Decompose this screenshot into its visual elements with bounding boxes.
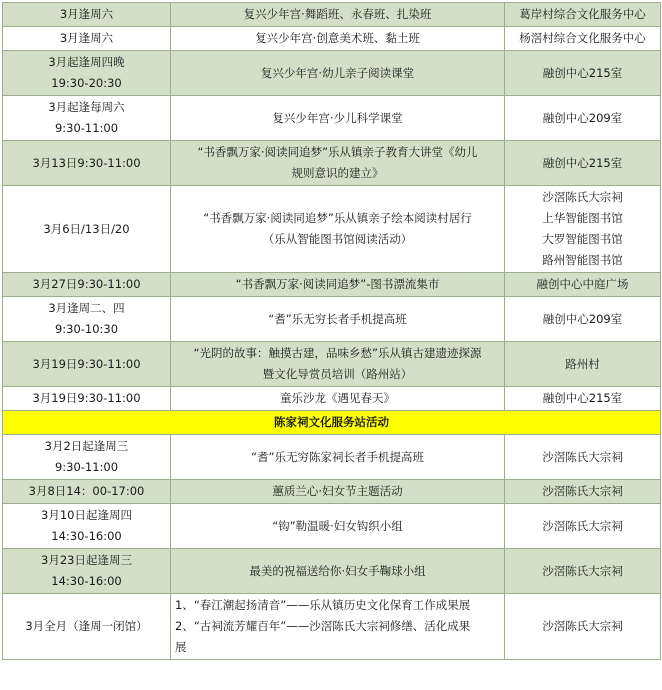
time-text: 3月全月（逢周一闭馆） — [25, 619, 148, 633]
location-text: 沙滘陈氏大宗祠 — [542, 518, 623, 533]
activity-text: 2、“古祠流芳耀百年”——沙滘陈氏大宗祠修缮、活化成果 — [175, 619, 471, 633]
location-cell — [505, 96, 661, 141]
table-row — [3, 387, 661, 411]
location-cell — [505, 342, 661, 387]
activity-text: （乐从智能图书馆阅读活动） — [262, 232, 413, 246]
time-text: 3月逢周六 — [59, 31, 114, 45]
table-row — [3, 3, 661, 27]
time-text: 19:30-20:30 — [51, 76, 122, 90]
table-row — [3, 342, 661, 387]
time-cell — [3, 27, 171, 51]
activity-text: “耆”乐无穷陈家祠长者手机提高班 — [251, 449, 424, 464]
location-text: 沙滘陈氏大宗祠 — [542, 563, 623, 578]
time-cell — [3, 549, 171, 594]
time-cell — [3, 387, 171, 411]
activity-cell — [171, 273, 505, 297]
location-text: 杨滘村综合文化服务中心 — [519, 31, 646, 45]
activity-text: 1、“春江潮起扬清音”——乐从镇历史文化保育工作成果展 — [175, 598, 471, 612]
time-cell — [3, 3, 171, 27]
location-text: 沙滘陈氏大宗祠 — [542, 190, 623, 204]
table-row — [3, 141, 661, 186]
table-row — [3, 186, 661, 273]
activity-cell — [171, 51, 505, 96]
section-title: 陈家祠文化服务站活动 — [3, 411, 661, 435]
activity-cell — [171, 297, 505, 342]
activity-cell — [171, 3, 505, 27]
location-text: 路州村 — [565, 356, 600, 371]
time-text: 3月19日9:30-11:00 — [32, 356, 141, 371]
time-text: 14:30-16:00 — [51, 574, 122, 588]
time-cell — [3, 480, 171, 504]
activity-cell — [171, 435, 505, 480]
time-text: 3月23日起逢周三 — [41, 553, 132, 567]
location-cell — [505, 387, 661, 411]
activity-text: 复兴少年宫·舞蹈班、永春班、扎染班 — [243, 7, 432, 21]
location-text: 沙滘陈氏大宗祠 — [542, 484, 623, 498]
activity-cell — [171, 387, 505, 411]
activity-cell — [171, 141, 505, 186]
table-row — [3, 297, 661, 342]
time-text: 14:30-16:00 — [51, 529, 122, 543]
location-text: 沙滘陈氏大宗祠 — [542, 449, 623, 464]
location-text: 融创中心215室 — [542, 391, 623, 405]
section-header-row — [3, 411, 661, 435]
table-row — [3, 435, 661, 480]
activity-text: 暨文化导赏员培训（路州站） — [262, 367, 413, 381]
time-cell — [3, 51, 171, 96]
location-text: 葛岸村综合文化服务中心 — [519, 7, 646, 21]
location-cell — [505, 141, 661, 186]
location-text: 融创中心中庭广场 — [536, 277, 629, 291]
time-cell — [3, 504, 171, 549]
location-text: 融创中心209室 — [542, 311, 623, 326]
time-cell — [3, 141, 171, 186]
activity-text: 复兴少年宫·幼儿亲子阅读课堂 — [260, 65, 415, 80]
location-cell — [505, 504, 661, 549]
table-row — [3, 504, 661, 549]
activity-cell — [171, 342, 505, 387]
location-cell — [505, 297, 661, 342]
time-text: 9:30-11:00 — [54, 121, 119, 135]
activity-text: “书香飘万家·阅读同追梦”乐从镇亲子教育大讲堂《幼儿 — [197, 145, 478, 159]
activity-text: 复兴少年宫·少儿科学课堂 — [272, 110, 403, 125]
table-row — [3, 480, 661, 504]
time-cell — [3, 435, 171, 480]
location-cell — [505, 51, 661, 96]
table-row — [3, 273, 661, 297]
location-cell — [505, 3, 661, 27]
time-text: 3月6日/13日/20 — [43, 221, 130, 236]
activity-cell — [171, 96, 505, 141]
table-row — [3, 549, 661, 594]
activity-text: “书香飘万家·阅读同追梦”-图书漂流集市 — [235, 277, 440, 291]
location-text: 融创中心209室 — [542, 110, 623, 125]
activity-text: 规则意识的建立》 — [291, 166, 384, 180]
activity-text: 蕙质兰心·妇女节主题活动 — [272, 484, 403, 498]
time-cell — [3, 594, 171, 660]
time-text: 3月27日9:30-11:00 — [32, 277, 141, 291]
time-text: 3月逢周六 — [59, 7, 114, 21]
time-text: 3月起逢周四晚 — [48, 55, 125, 69]
time-cell — [3, 186, 171, 273]
location-text: 沙滘陈氏大宗祠 — [542, 619, 623, 633]
location-cell — [505, 273, 661, 297]
activity-text: “书香飘万家·阅读同追梦”乐从镇亲子绘本阅读村居行 — [203, 211, 472, 225]
location-text: 大罗智能图书馆 — [542, 232, 623, 246]
location-text: 上华智能图书馆 — [542, 211, 623, 225]
location-text: 融创中心215室 — [542, 155, 623, 170]
location-cell — [505, 186, 661, 273]
location-text: 路州智能图书馆 — [542, 253, 623, 267]
location-cell — [505, 480, 661, 504]
activity-cell — [171, 594, 505, 660]
table-row — [3, 27, 661, 51]
time-text: 3月起逢每周六 — [48, 100, 125, 114]
table-row — [3, 51, 661, 96]
activity-cell — [171, 27, 505, 51]
time-text: 3月逢周二、四 — [48, 301, 125, 315]
location-cell — [505, 594, 661, 660]
activity-text: 童乐沙龙《遇见春天》 — [280, 391, 395, 405]
location-cell — [505, 549, 661, 594]
schedule-body — [3, 3, 661, 660]
time-text: 3月13日9:30-11:00 — [32, 155, 141, 170]
activity-cell — [171, 480, 505, 504]
time-text: 3月10日起逢周四 — [41, 508, 132, 522]
activity-schedule-table — [2, 2, 661, 660]
location-text: 融创中心215室 — [542, 65, 623, 80]
time-text: 3月19日9:30-11:00 — [32, 391, 141, 405]
time-text: 3月8日14：00-17:00 — [28, 484, 145, 498]
activity-text: 最美的祝福送给你·妇女手鞠球小组 — [249, 563, 426, 578]
time-text: 9:30-10:30 — [54, 322, 119, 336]
activity-cell — [171, 186, 505, 273]
time-text: 9:30-11:00 — [54, 460, 119, 474]
activity-text: “钩”勒温暖·妇女钩织小组 — [272, 518, 403, 533]
activity-text: 复兴少年宫·创意美术班、黏土班 — [255, 31, 420, 45]
location-cell — [505, 435, 661, 480]
table-row — [3, 594, 661, 660]
time-cell — [3, 273, 171, 297]
activity-cell — [171, 504, 505, 549]
location-cell — [505, 27, 661, 51]
time-cell — [3, 96, 171, 141]
activity-text: 展 — [175, 640, 187, 654]
activity-text: “光阴的故事：触摸古建，品味乡愁”乐从镇古建遗迹探源 — [193, 346, 482, 360]
time-cell — [3, 342, 171, 387]
time-text: 3月2日起逢周三 — [44, 439, 129, 453]
table-row — [3, 96, 661, 141]
time-cell — [3, 297, 171, 342]
activity-text: “耆”乐无穷长者手机提高班 — [268, 311, 407, 326]
activity-cell — [171, 549, 505, 594]
